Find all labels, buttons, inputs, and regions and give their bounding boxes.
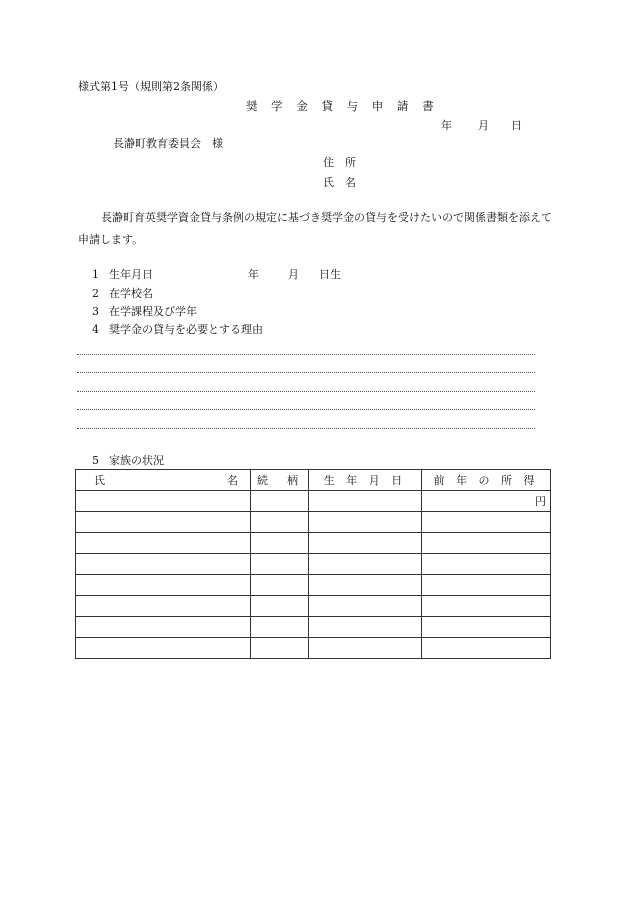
item-label: 在学課程及び学年 [109, 305, 197, 318]
cell-relation[interactable] [251, 533, 309, 554]
table-row [76, 533, 551, 554]
cell-name[interactable] [76, 617, 251, 638]
item-reason [92, 323, 263, 337]
date-year-label: 年 [441, 119, 452, 132]
header-birthdate: 生 年 月 日 [309, 470, 422, 491]
table-row [76, 512, 551, 533]
item-number: 2 [92, 287, 99, 300]
reason-line-2[interactable] [77, 372, 535, 373]
cell-birthdate[interactable] [309, 491, 422, 512]
item-number: 3 [92, 305, 99, 318]
reason-line-1[interactable] [77, 354, 535, 355]
cell-name[interactable] [76, 491, 251, 512]
family-status-table [75, 469, 551, 659]
cell-birthdate[interactable] [309, 638, 422, 659]
cell-income[interactable] [422, 596, 551, 617]
header-income: 前 年 の 所 得 [422, 470, 551, 491]
cell-relation[interactable] [251, 596, 309, 617]
cell-birthdate[interactable] [309, 596, 422, 617]
application-statement: 長瀞町育英奨学資金貸与条例の規定に基づき奨学金の貸与を受けたいので関係書類を添えて申請します。 [78, 211, 552, 246]
birth-month-label: 月 [288, 268, 299, 281]
cell-name[interactable] [76, 533, 251, 554]
cell-birthdate[interactable] [309, 554, 422, 575]
application-date [441, 119, 522, 133]
item-number: 5 [92, 454, 99, 467]
cell-income[interactable] [422, 617, 551, 638]
table-row [76, 491, 551, 512]
form-number: 様式第1号（規則第2条関係） [78, 80, 224, 93]
item-label: 生年月日 [109, 268, 153, 281]
table-header-row [76, 470, 551, 491]
table-row [76, 554, 551, 575]
cell-income[interactable] [422, 638, 551, 659]
item-label: 奨学金の貸与を必要とする理由 [109, 323, 263, 336]
cell-name[interactable] [76, 575, 251, 596]
cell-income[interactable] [422, 554, 551, 575]
cell-income[interactable] [422, 575, 551, 596]
header-name-right: 名 [227, 474, 238, 487]
birth-day-label: 日生 [319, 268, 341, 281]
item-family-status [92, 454, 164, 468]
cell-relation[interactable] [251, 554, 309, 575]
cell-birthdate[interactable] [309, 512, 422, 533]
cell-birthdate[interactable] [309, 617, 422, 638]
cell-birthdate[interactable] [309, 575, 422, 596]
addressee: 長瀞町教育委員会 様 [113, 137, 223, 150]
table-row [76, 596, 551, 617]
address-label: 住 所 [323, 156, 356, 169]
header-relation: 続 柄 [251, 470, 309, 491]
item-school-name [92, 287, 153, 301]
cell-birthdate[interactable] [309, 533, 422, 554]
item-birthdate [92, 268, 153, 282]
cell-name[interactable] [76, 554, 251, 575]
date-day-label: 日 [511, 119, 522, 132]
cell-relation[interactable] [251, 638, 309, 659]
item-number: 1 [92, 268, 99, 281]
cell-name[interactable] [76, 638, 251, 659]
name-label: 氏 名 [323, 176, 356, 189]
cell-income[interactable]: 円 [422, 491, 551, 512]
cell-relation[interactable] [251, 491, 309, 512]
reason-line-5[interactable] [77, 428, 535, 429]
cell-relation[interactable] [251, 575, 309, 596]
reason-line-3[interactable] [77, 391, 535, 392]
table-row [76, 575, 551, 596]
header-name [76, 470, 251, 491]
birth-year-label: 年 [248, 268, 259, 281]
date-month-label: 月 [478, 119, 489, 132]
table-row [76, 638, 551, 659]
cell-name[interactable] [76, 512, 251, 533]
item-label: 在学校名 [109, 287, 153, 300]
header-name-left: 氏 [94, 474, 105, 487]
cell-income[interactable] [422, 512, 551, 533]
reason-line-4[interactable] [77, 409, 535, 410]
item-course-grade [92, 305, 197, 319]
item-label: 家族の状況 [109, 454, 164, 467]
page-title: 奨 学 金 貸 与 申 請 書 [246, 99, 439, 113]
item-number: 4 [92, 323, 99, 336]
cell-name[interactable] [76, 596, 251, 617]
cell-relation[interactable] [251, 512, 309, 533]
cell-income[interactable] [422, 533, 551, 554]
table-row [76, 617, 551, 638]
cell-relation[interactable] [251, 617, 309, 638]
